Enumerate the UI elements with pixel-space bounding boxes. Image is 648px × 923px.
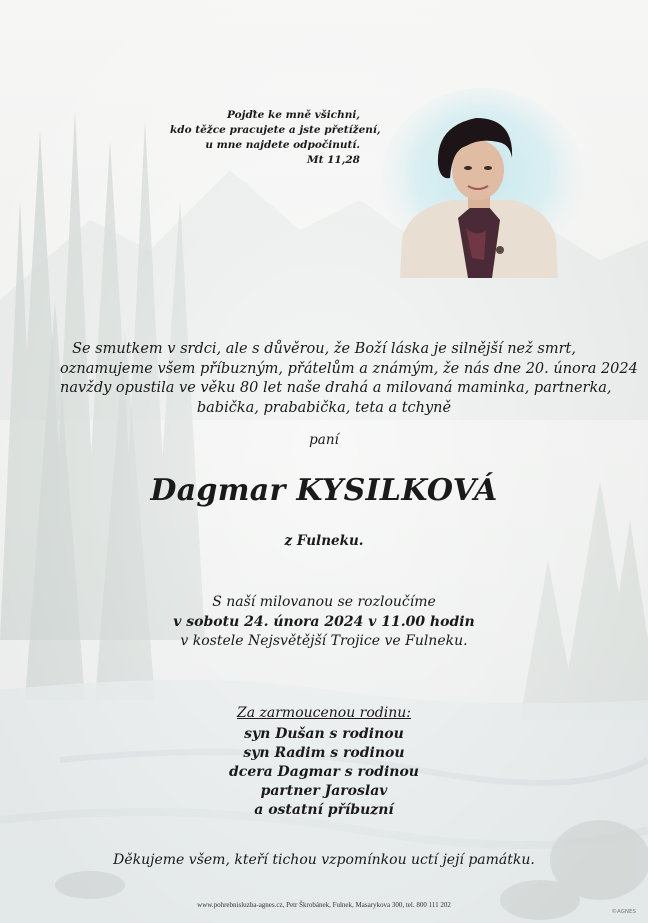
honorific: paní xyxy=(309,432,339,448)
corner-mark: ©AGNES xyxy=(611,909,636,915)
ceremony-line: S naší milovanou se rozloučíme xyxy=(212,594,436,610)
family-member: dcera Dagmar s rodinou xyxy=(229,764,419,780)
ceremony-location: v kostele Nejsvětější Trojice ve Fulneku. xyxy=(180,633,468,649)
verse-line: u mne najdete odpočinutí. xyxy=(205,139,360,151)
origin: z Fulneku. xyxy=(284,533,364,549)
verse-reference: Mt 11,28 xyxy=(306,154,360,166)
ceremony-info xyxy=(0,593,648,652)
announcement-line: oznamujeme všem příbuzným, přátelům a známým, že nás dne 20. února 2024 xyxy=(60,360,638,377)
ceremony-date-time: v sobotu 24. února 2024 v 11.00 hodin xyxy=(173,613,475,630)
family-member: syn Dušan s rodinou xyxy=(244,726,404,742)
bible-verse xyxy=(170,108,381,168)
announcement-line: Se smutkem v srdci, ale s důvěrou, že Boží láska je silnější než smrt, xyxy=(72,341,576,357)
announcement-line: navždy opustila ve věku 80 let naše drahá a milovaná maminka, partnerka, xyxy=(60,380,612,396)
family-member: a ostatní příbuzní xyxy=(254,802,394,818)
thanks-text: Děkujeme všem, kteří tichou vzpomínkou uctí její památku. xyxy=(113,852,535,868)
deceased-name: Dagmar KYSILKOVÁ xyxy=(150,473,498,508)
funeral-service-footer: www.pohrebnisluzba-agnes.cz, Petr Škrobánek, Fulnek, Masarykova 300, tel. 800 111 202 xyxy=(197,901,451,909)
announcement-text xyxy=(60,340,638,418)
family-header: Za zarmoucenou rodinu: xyxy=(236,705,411,721)
verse-line: kdo těžce pracujete a jste přetížení, xyxy=(170,124,381,136)
announcement-line: babička, prababička, teta a tchyně xyxy=(196,399,452,416)
verse-line: Pojďte ke mně všichni, xyxy=(227,109,360,121)
portrait-photo xyxy=(380,88,585,278)
family-member: partner Jaroslav xyxy=(260,783,388,799)
family-member: syn Radim s rodinou xyxy=(243,745,405,761)
family-signature xyxy=(0,704,648,820)
